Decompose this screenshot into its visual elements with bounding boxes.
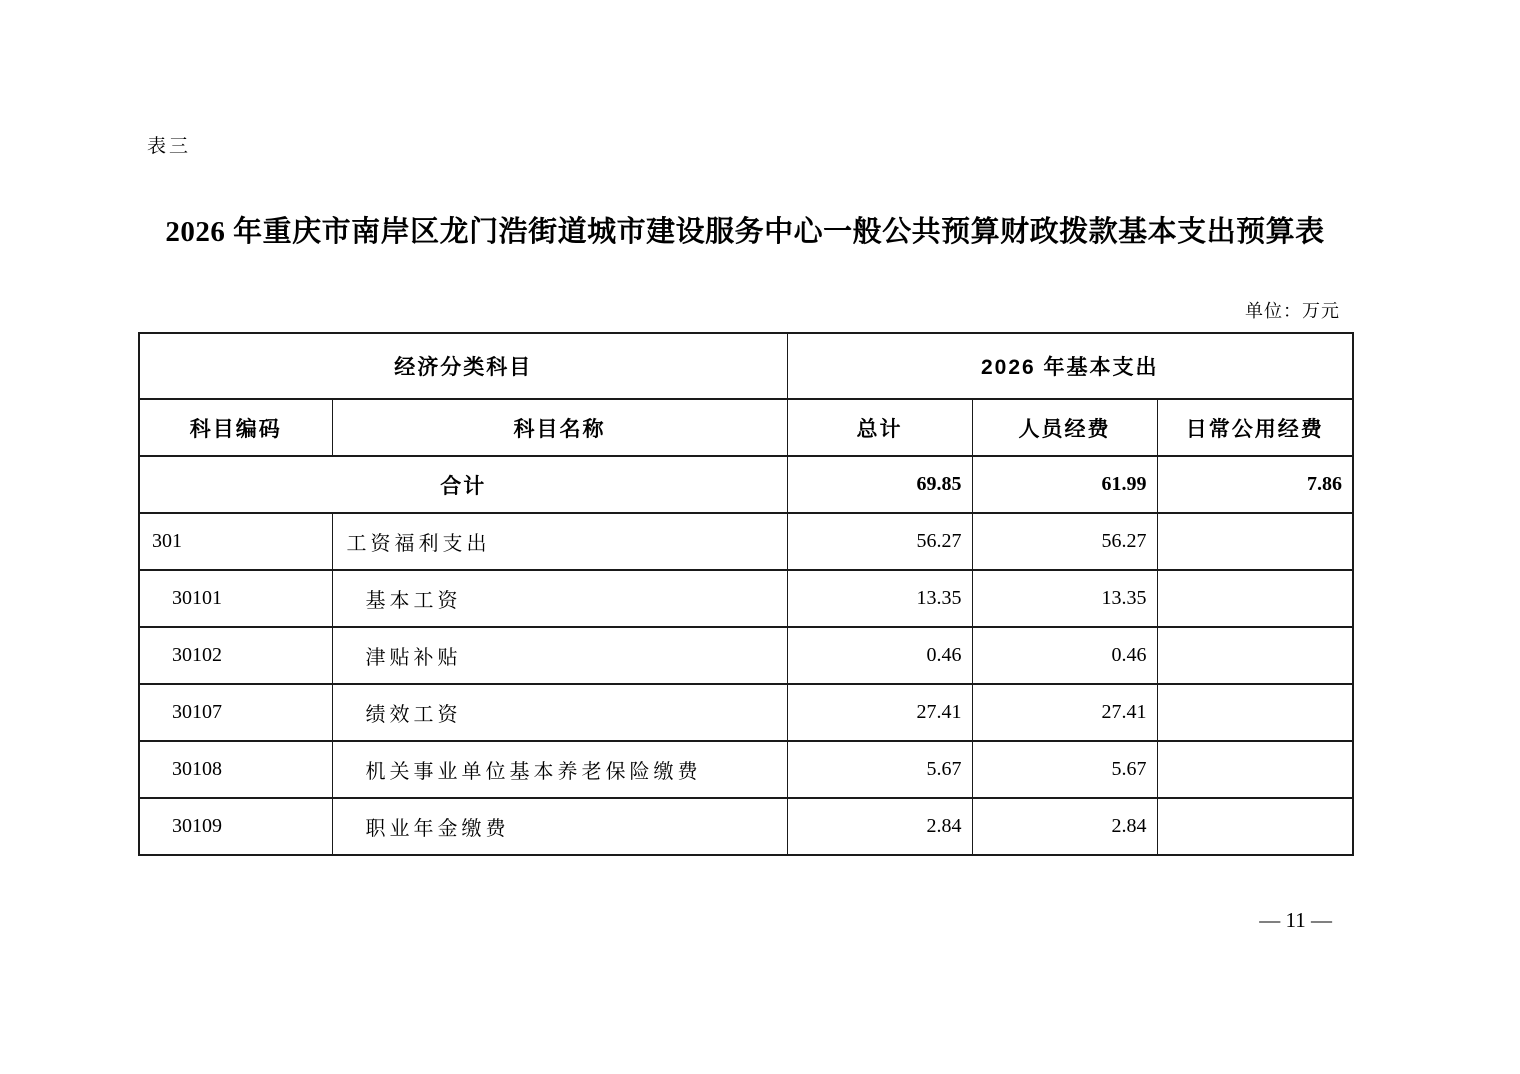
cell-total-label: 合计 — [139, 456, 787, 513]
table-row — [139, 513, 1353, 570]
cell-personnel: 56.27 — [972, 513, 1157, 570]
table-row — [139, 570, 1353, 627]
cell-code: 30101 — [139, 570, 332, 627]
cell-code: 30109 — [139, 798, 332, 855]
page-number: — 11 — — [1259, 908, 1332, 932]
header-basic-expenditure: 2026 年基本支出 — [787, 333, 1353, 399]
cell-daily — [1157, 627, 1353, 684]
cell-daily — [1157, 684, 1353, 741]
cell-total: 5.67 — [787, 741, 972, 798]
cell-total: 2.84 — [787, 798, 972, 855]
cell-code: 301 — [139, 513, 332, 570]
cell-code: 30107 — [139, 684, 332, 741]
table-row — [139, 798, 1353, 855]
cell-total: 56.27 — [787, 513, 972, 570]
header-group-row — [139, 333, 1353, 399]
cell-daily — [1157, 741, 1353, 798]
cell-daily: 7.86 — [1157, 456, 1353, 513]
cell-daily — [1157, 570, 1353, 627]
table-row — [139, 741, 1353, 798]
cell-personnel: 27.41 — [972, 684, 1157, 741]
cell-personnel: 61.99 — [972, 456, 1157, 513]
cell-daily — [1157, 513, 1353, 570]
unit-note: 单位：万元 — [1245, 301, 1340, 321]
cell-personnel: 2.84 — [972, 798, 1157, 855]
cell-total: 0.46 — [787, 627, 972, 684]
cell-personnel: 0.46 — [972, 627, 1157, 684]
cell-name: 工资福利支出 — [332, 513, 787, 570]
col-header-subject-name: 科目名称 — [332, 399, 787, 456]
cell-name: 津贴补贴 — [332, 627, 787, 684]
cell-total: 27.41 — [787, 684, 972, 741]
header-economic-classification: 经济分类科目 — [139, 333, 787, 399]
cell-name: 职业年金缴费 — [332, 798, 787, 855]
budget-table — [138, 332, 1354, 856]
cell-name: 机关事业单位基本养老保险缴费 — [332, 741, 787, 798]
cell-personnel: 13.35 — [972, 570, 1157, 627]
cell-code: 30108 — [139, 741, 332, 798]
col-header-personnel: 人员经费 — [972, 399, 1157, 456]
header-column-row — [139, 399, 1353, 456]
cell-personnel: 5.67 — [972, 741, 1157, 798]
table-row — [139, 627, 1353, 684]
cell-name: 绩效工资 — [332, 684, 787, 741]
page-title: 2026 年重庆市南岸区龙门浩街道城市建设服务中心一般公共预算财政拨款基本支出预算表 — [165, 216, 1325, 248]
col-header-total: 总计 — [787, 399, 972, 456]
cell-total: 13.35 — [787, 570, 972, 627]
cell-code: 30102 — [139, 627, 332, 684]
cell-total: 69.85 — [787, 456, 972, 513]
col-header-daily-public: 日常公用经费 — [1157, 399, 1353, 456]
col-header-subject-code: 科目编码 — [139, 399, 332, 456]
cell-daily — [1157, 798, 1353, 855]
table-caption-label: 表三 — [147, 136, 192, 157]
total-row — [139, 456, 1353, 513]
table-row — [139, 684, 1353, 741]
cell-name: 基本工资 — [332, 570, 787, 627]
